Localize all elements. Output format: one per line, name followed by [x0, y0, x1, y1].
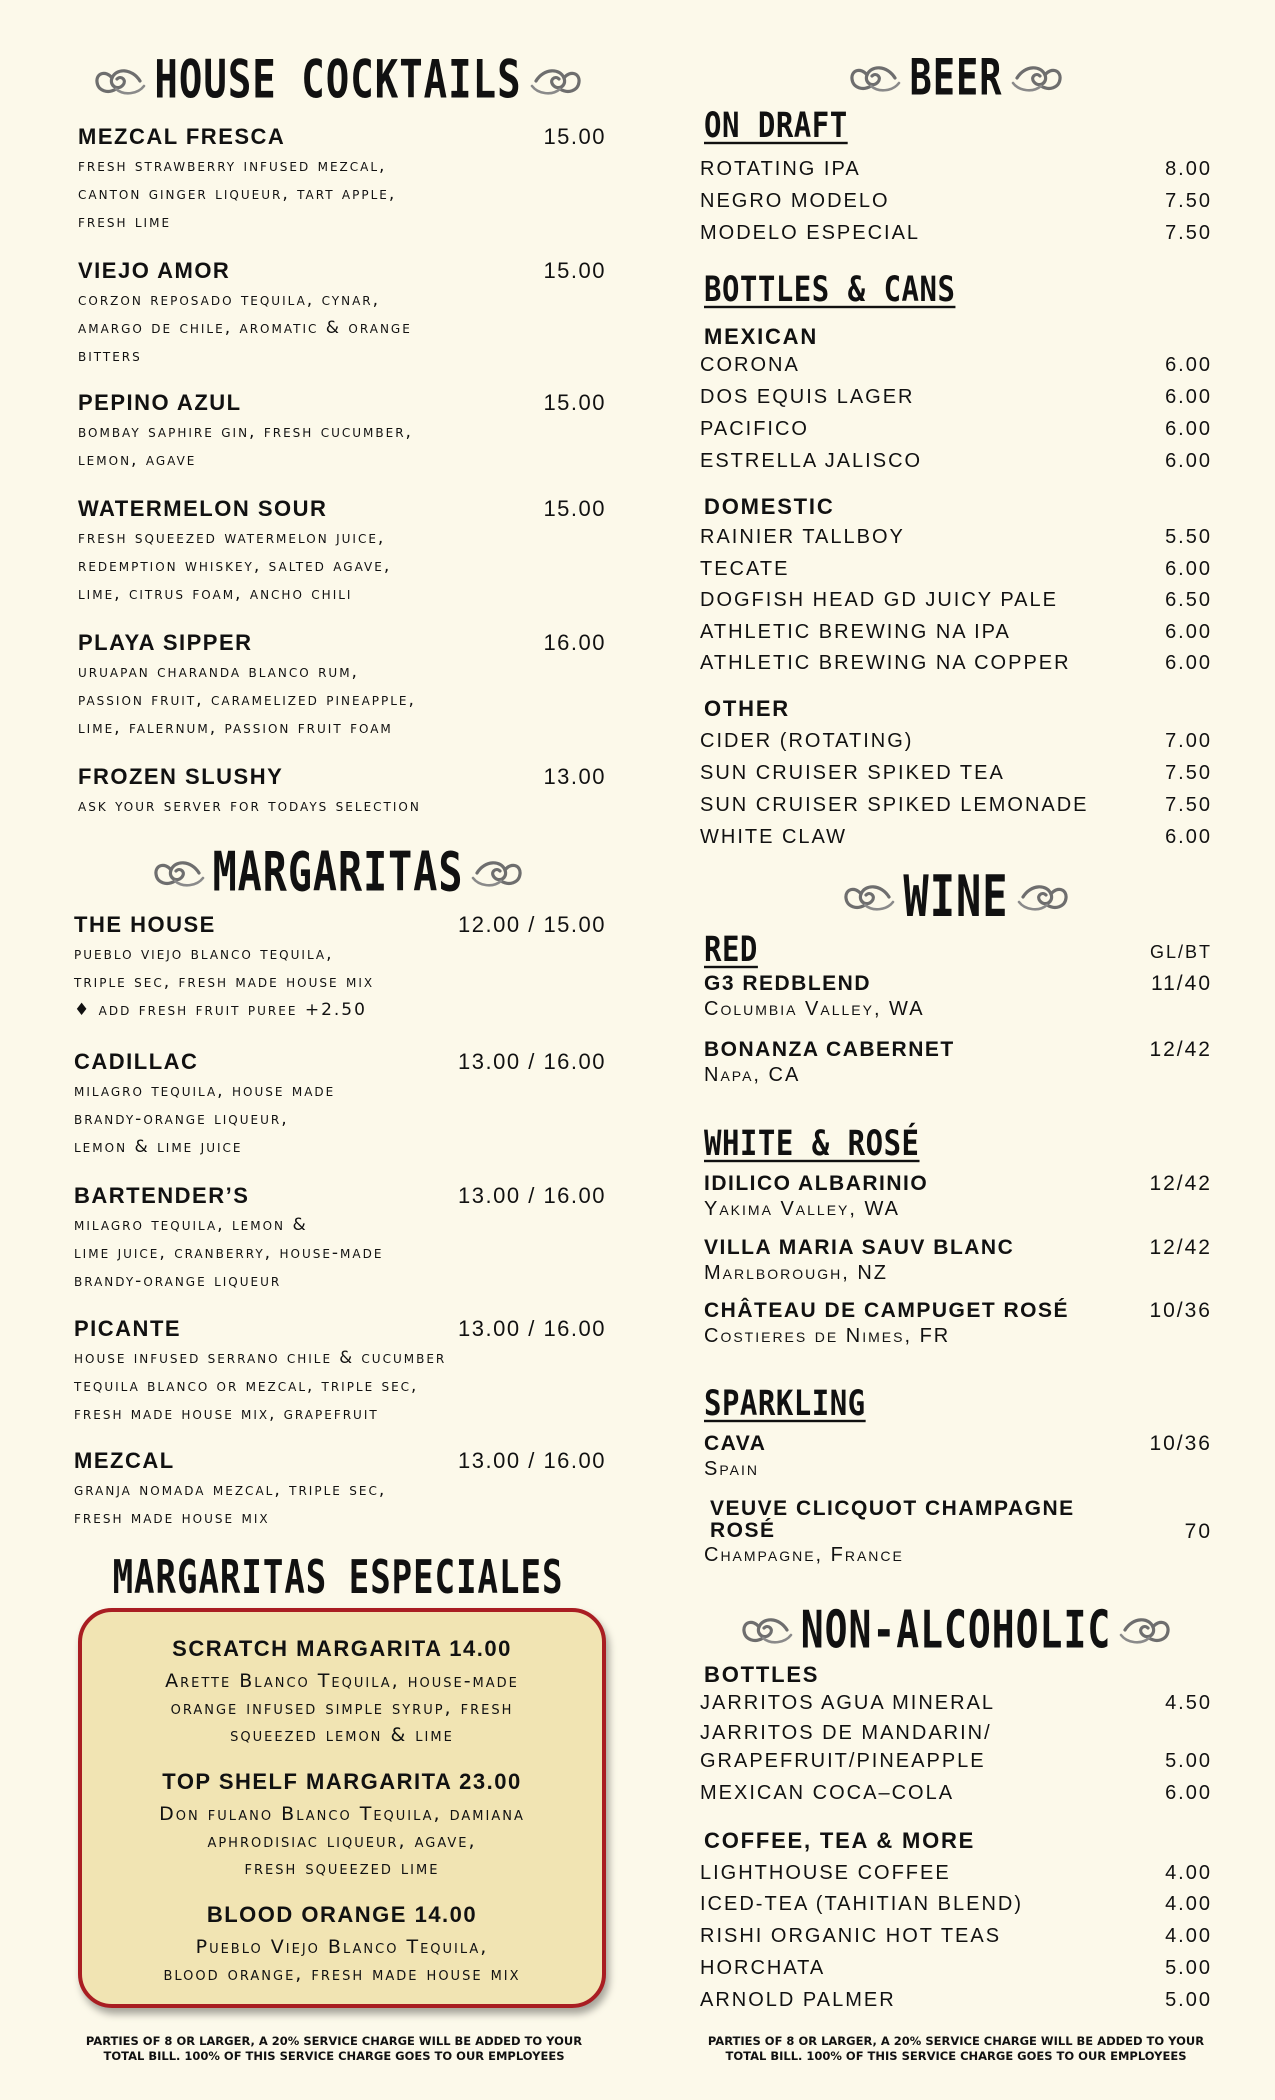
- item-price: 13.00: [543, 764, 606, 789]
- menu-item: [78, 630, 606, 742]
- item-name: VIEJO AMOR: [78, 258, 231, 283]
- margaritas-especiales-box: [78, 1608, 606, 2008]
- item-price: 12.00 / 15.00: [458, 912, 606, 937]
- special-description: Don fulano Blanco Tequila, damiana aphrodisiac liqueur, agave, fresh squeezed lime: [159, 1803, 525, 1879]
- group-label: DOMESTIC: [704, 494, 835, 519]
- beer-header: [700, 48, 1212, 107]
- special-item: [82, 1636, 602, 1749]
- margaritas-header: [78, 841, 598, 905]
- flourish-right-icon: [1117, 1613, 1173, 1647]
- wine-item: CHÂTEAU DE CAMPUGET ROSÉ 10/36 Costieres de Nimes, FR: [704, 1299, 1212, 1347]
- flourish-left-icon: [841, 880, 897, 914]
- item-name: THE HOUSE: [74, 912, 216, 937]
- item-description: milagro tequila, house made brandy-orange liqueur, lemon & lime juice: [74, 1081, 336, 1157]
- wine-header: [700, 863, 1212, 930]
- menu-item: [78, 390, 606, 474]
- menu-item: [78, 124, 606, 236]
- flourish-left-icon: [92, 64, 148, 98]
- flourish-left-icon: [739, 1613, 795, 1647]
- flourish-right-icon: [528, 64, 584, 98]
- section-title: MARGARITAS: [212, 841, 464, 905]
- especiales-header: [78, 1551, 598, 1605]
- menu-item: [74, 1183, 606, 1295]
- menu-item: [78, 258, 606, 370]
- flourish-right-icon: [1015, 880, 1071, 914]
- item-name: PEPINO AZUL: [78, 390, 242, 415]
- special-title: SCRATCH MARGARITA 14.00: [172, 1636, 512, 1661]
- group-label: BOTTLES: [704, 1662, 820, 1687]
- special-title: TOP SHELF MARGARITA 23.00: [162, 1769, 522, 1794]
- service-charge-note: PARTIES OF 8 OR LARGER, A 20% SERVICE CHARGE WILL BE ADDED TO YOUR TOTAL BILL. 100% OF THIS SERVICE CHARGE GOES TO OUR EMPLOYEES: [85, 2034, 583, 2063]
- item-name: MEZCAL FRESCA: [78, 124, 286, 149]
- special-description: Arette Blanco Tequila, house-made orange infused simple syrup, fresh squeezed lemon & lime: [165, 1670, 519, 1746]
- menu-item: [78, 764, 606, 820]
- service-charge-note: PARTIES OF 8 OR LARGER, A 20% SERVICE CHARGE WILL BE ADDED TO YOUR TOTAL BILL. 100% OF THIS SERVICE CHARGE GOES TO OUR EMPLOYEES: [707, 2034, 1205, 2063]
- special-description: Pueblo Viejo Blanco Tequila, blood orange, fresh made house mix: [163, 1936, 521, 1985]
- wine-item: BONANZA CABERNET 12/42 Napa, CA: [704, 1038, 1212, 1086]
- subheading: SPARKLING: [704, 1382, 866, 1424]
- list-item: ROTATING IPA 8.00: [700, 158, 1212, 180]
- list-item: MODELO ESPECIAL 7.50: [700, 222, 1212, 244]
- item-price: 13.00 / 16.00: [458, 1183, 606, 1208]
- item-description: uruapan charanda blanco rum, passion fruit, caramelized pineapple, lime, falernum, passion fruit foam: [78, 662, 416, 738]
- list-item: PACIFICO 6.00: [700, 418, 1212, 440]
- list-item: CORONA 6.00: [700, 354, 1212, 376]
- item-name: FROZEN SLUSHY: [78, 764, 284, 789]
- list-item: RAINIER TALLBOY 5.50: [700, 526, 1212, 548]
- item-description: pueblo viejo blanco tequila, triple sec, fresh made house mix ♦ add fresh fruit puree +2.50: [74, 944, 375, 1020]
- item-name: MEZCAL: [74, 1448, 175, 1473]
- section-title: NON-ALCOHOLIC: [800, 1600, 1112, 1660]
- flourish-left-icon: [847, 61, 903, 95]
- menu-item: [74, 1316, 606, 1428]
- subheading: RED: [704, 928, 758, 970]
- list-item: NEGRO MODELO 7.50: [700, 190, 1212, 212]
- wine-item: VEUVE CLICQUOT CHAMPAGNE ROSÉ 70 Champagne, France: [704, 1497, 1212, 1566]
- list-item: HORCHATA 5.00: [700, 1957, 1212, 1979]
- item-price: 16.00: [543, 630, 606, 655]
- item-name: CADILLAC: [74, 1049, 199, 1074]
- item-price: 13.00 / 16.00: [458, 1316, 606, 1341]
- list-item: ESTRELLA JALISCO 6.00: [700, 450, 1212, 472]
- item-price: 15.00: [543, 258, 606, 283]
- list-item: DOGFISH HEAD GD JUICY PALE 6.50: [700, 589, 1212, 611]
- list-item: ICED-TEA (TAHITIAN BLEND) 4.00: [700, 1893, 1212, 1915]
- subheading: WHITE & ROSÉ: [704, 1122, 920, 1164]
- list-item: WHITE CLAW 6.00: [700, 826, 1212, 848]
- item-description: corzon reposado tequila, cynar, amargo de chile, aromatic & orange bitters: [78, 290, 412, 366]
- item-price: 13.00 / 16.00: [458, 1448, 606, 1473]
- group-label: COFFEE, TEA & MORE: [704, 1828, 976, 1853]
- subheading: BOTTLES & CANS: [704, 268, 956, 310]
- menu-item: [78, 496, 606, 608]
- item-name: PLAYA SIPPER: [78, 630, 253, 655]
- item-name: BARTENDER’S: [74, 1183, 250, 1208]
- special-item: [82, 1769, 602, 1882]
- section-title: HOUSE COCKTAILS: [154, 50, 522, 111]
- list-item: MEXICAN COCA–COLA 6.00: [700, 1782, 1212, 1804]
- flourish-left-icon: [151, 856, 207, 890]
- list-item: RISHI ORGANIC HOT TEAS 4.00: [700, 1925, 1212, 1947]
- item-price: 15.00: [543, 124, 606, 149]
- list-item: JARRITOS AGUA MINERAL 4.50: [700, 1692, 1212, 1714]
- item-price: 13.00 / 16.00: [458, 1049, 606, 1074]
- wine-item: CAVA 10/36 Spain: [704, 1432, 1212, 1480]
- group-label: MEXICAN: [704, 324, 819, 349]
- item-price: 15.00: [543, 496, 606, 521]
- special-title: BLOOD ORANGE 14.00: [206, 1902, 478, 1927]
- flourish-right-icon: [1009, 61, 1065, 95]
- item-name: PICANTE: [74, 1316, 182, 1341]
- item-description: milagro tequila, lemon & lime juice, cranberry, house-made brandy-orange liqueur: [74, 1215, 384, 1291]
- list-item: GRAPEFRUIT/PINEAPPLE 5.00: [700, 1750, 1212, 1772]
- list-item: LIGHTHOUSE COFFEE 4.00: [700, 1862, 1212, 1884]
- list-item: DOS EQUIS LAGER 6.00: [700, 386, 1212, 408]
- house-cocktails-header: [64, 50, 612, 111]
- item-description: fresh squeezed watermelon juice, redemption whiskey, salted agave, lime, citrus foam, ancho chili: [78, 528, 392, 604]
- list-item: TECATE 6.00: [700, 558, 1212, 580]
- flourish-right-icon: [469, 856, 525, 890]
- wine-item: G3 REDBLEND 11/40 Columbia Valley, WA: [704, 972, 1212, 1020]
- list-item: ATHLETIC BREWING NA IPA 6.00: [700, 621, 1212, 643]
- menu-item: [74, 912, 606, 1024]
- list-item: ARNOLD PALMER 5.00: [700, 1989, 1212, 2011]
- item-name: WATERMELON SOUR: [78, 496, 328, 521]
- item-description: fresh strawberry infused mezcal, canton ginger liqueur, tart apple, fresh lime: [78, 156, 397, 232]
- list-item: SUN CRUISER SPIKED LEMONADE 7.50: [700, 794, 1212, 816]
- section-title: MARGARITAS ESPECIALES: [112, 1551, 564, 1605]
- item-description: granja nomada mezcal, triple sec, fresh made house mix: [74, 1480, 387, 1528]
- group-label: OTHER: [704, 696, 790, 721]
- menu-item: [74, 1049, 606, 1161]
- item-price: 15.00: [543, 390, 606, 415]
- list-item: ATHLETIC BREWING NA COPPER 6.00: [700, 652, 1212, 674]
- wine-item: VILLA MARIA SAUV BLANC 12/42 Marlborough, NZ: [704, 1236, 1212, 1284]
- item-description: house infused serrano chile & cucumber tequila blanco or mezcal, triple sec, fresh made house mix, grapefruit: [74, 1348, 447, 1423]
- item-description: ask your server for todays selection: [78, 796, 421, 816]
- section-title: WINE: [903, 863, 1009, 930]
- special-item: [82, 1902, 602, 1988]
- item-description: bombay saphire gin, fresh cucumber, lemon, agave: [78, 422, 413, 470]
- list-item: CIDER (ROTATING) 7.00: [700, 730, 1212, 752]
- section-title: BEER: [909, 48, 1003, 107]
- wine-item: IDILICO ALBARINIO 12/42 Yakima Valley, WA: [704, 1172, 1212, 1220]
- subheading: ON DRAFT: [704, 104, 848, 146]
- list-item: JARRITOS DE MANDARIN/: [700, 1722, 992, 1744]
- non-alcoholic-header: [700, 1600, 1212, 1660]
- list-item: SUN CRUISER SPIKED TEA 7.50: [700, 762, 1212, 784]
- menu-item: [74, 1448, 606, 1532]
